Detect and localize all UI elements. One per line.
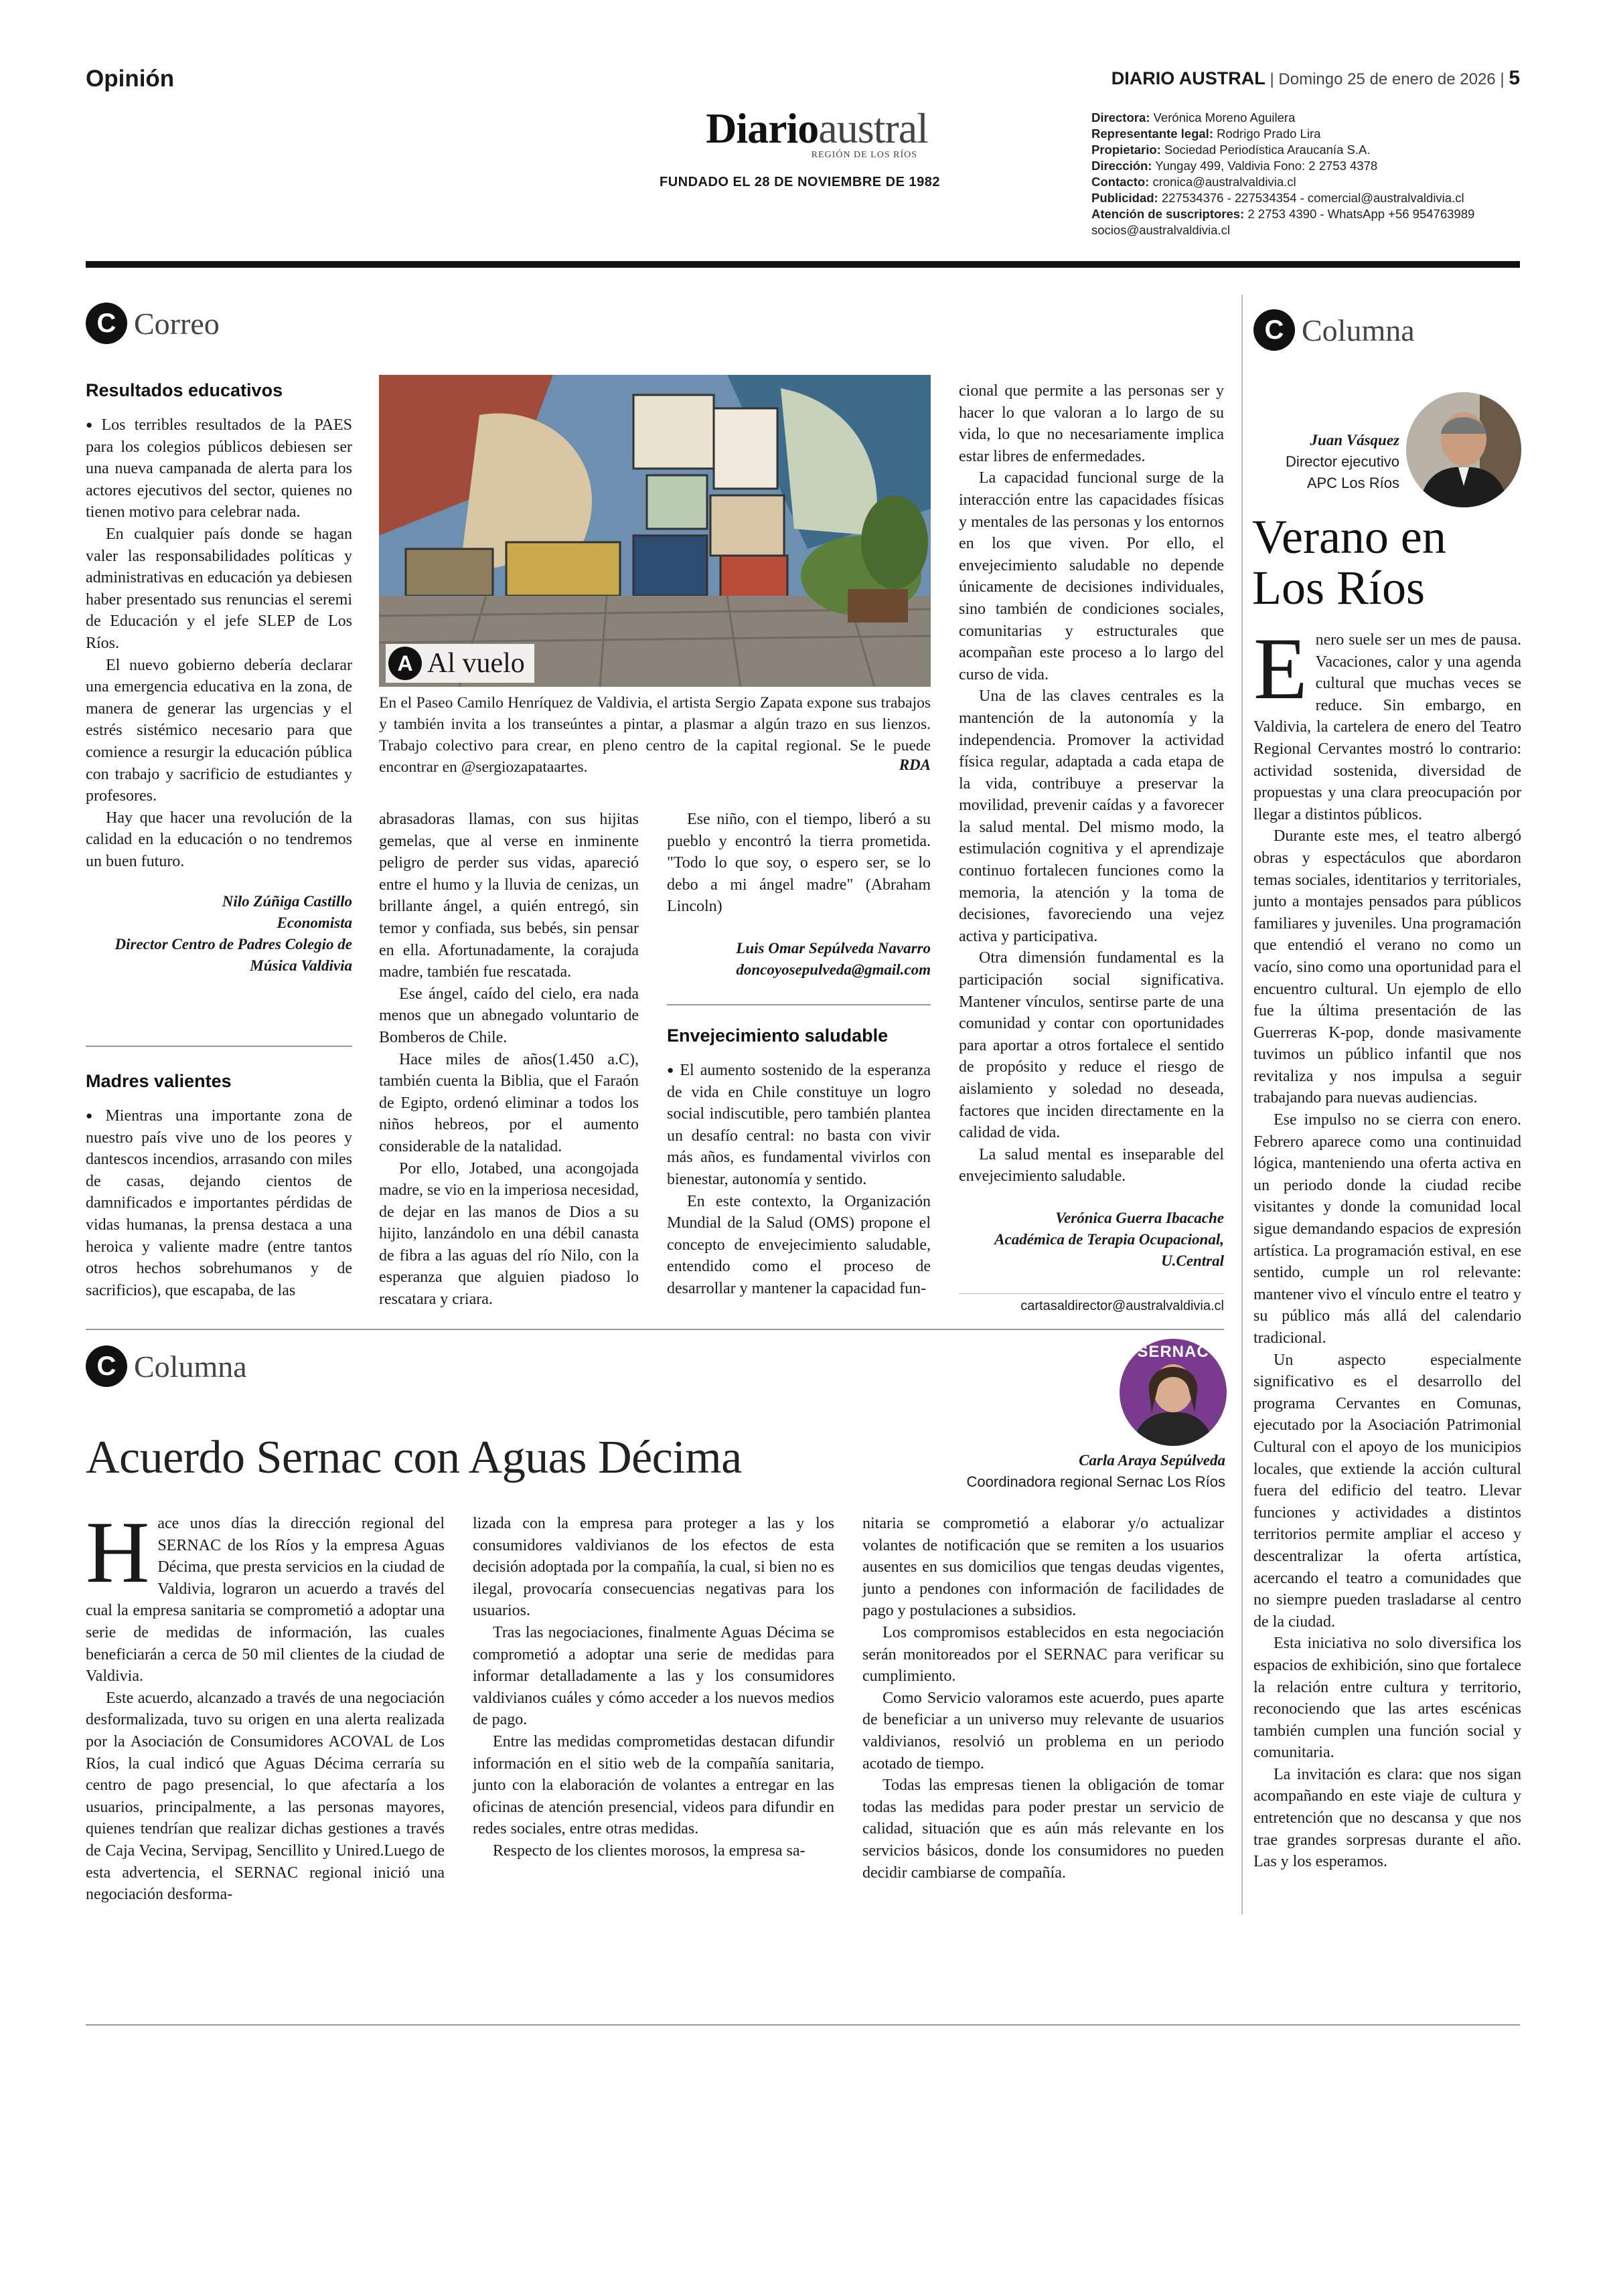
correo-icon: C — [86, 303, 127, 344]
photo-credit: RDA — [899, 756, 931, 773]
founded-line: FUNDADO EL 28 DE NOVIEMBRE DE 1982 — [660, 175, 940, 189]
columna-title: Columna — [134, 1349, 247, 1384]
photo-badge-icon: A — [388, 647, 422, 680]
column-paragraph: Tras las negociaciones, finalmente Aguas Décima se comprometió a adoptar una serie de medidas para informar detalladamente a las y los consumidores valdivianos cuáles y cómo acceder a los nuevos medios de pago. — [473, 1623, 834, 1729]
column-paragraph: Un aspecto especialmente significativo es el desarrollo del programa Cervantes en Comunas, ejecutado por la Asociación Patrimonial Cultural con el apoyo de los municipios locales, que extiende la acción cultural fuera del edificio del teatro. Llevar funciones y actividades a distintos territorios permite ampliar el acceso y descentralizar la oferta artística, acercando el teatro a comunidades que no siempre pueden trasladarse al centro de la ciudad. — [1253, 1351, 1521, 1631]
letter-paragraph: ● Los terribles resultados de la PAES para los colegios públicos debiesen ser una nueva campanada de alerta para los actores ejecutivos del sector, quienes no tienen motivo para celebrar nada. — [86, 414, 352, 523]
letter-signature — [667, 938, 931, 981]
letter-paragraph: Otra dimensión fundamental es la participación social significativa. Mantener vínculos, sentirse parte de una comunidad y contar con oportunidades para aportar a otros fortalece el sentido de propósito y reduce el riesgo de aislamiento y soledad no deseada, factores que inciden directamente en la calidad de vida. — [959, 949, 1224, 1142]
column-paragraph: Hace unos días la dirección regional del SERNAC de los Ríos y la empresa Aguas Décima, que presta servicios en la ciudad de Valdivia, lograron un acuerdo a través del cual la empresa sanitaria se comprometió a adoptar una serie de medidas de información, las cuales beneficiarán a cerca de 50 mil clientes de la ciudad de Valdivia. — [86, 1503, 445, 1686]
column-paragraph: nitaria se comprometió a elaborar y/o actualizar volantes de notificación que se remiten a los usuarios ausentes en sus domicilios que tengas deudas vigentes, junto a pendones con información de facilidades de pago y postulaciones a subsidios. — [862, 1515, 1224, 1620]
photo-caption — [379, 692, 931, 774]
letter-paragraph: Hay que hacer una revolución de la calidad en la educación o no tendremos un buen futuro. — [86, 809, 352, 870]
columnist-role: Director ejecutivo — [1286, 453, 1399, 470]
caption-text: En el Paseo Camilo Henríquez de Valdivia, el artista Sergio Zapata expone sus trabajos y también invita a los transeúntes a pintar, a plasmar a algún trazo en sus lienzos. Trabajo colectivo para crear, en pleno centro de la capital regional. Se le puede encontrar en @sergiozapataartes. — [379, 694, 931, 776]
author-name: Carla Araya Sepúlveda — [1079, 1452, 1225, 1469]
masthead-line: Contacto: cronica@australvaldivia.cl — [1091, 175, 1296, 189]
masthead-line: socios@australvaldivia.cl — [1091, 223, 1230, 237]
signature-name: Verónica Guerra Ibacache — [1055, 1209, 1224, 1226]
column-paragraph: Durante este mes, el teatro albergó obras y espectáculos que abordaron temas sociales, identitarios y territoriales, junto a montajes pensados para públicos familiares y juveniles. Una programación que entendió el verano no como un vacío, sino como una oportunidad para el encuentro cultural. Un ejemplo de ello fue la última presentación de las Guerreras K-pop, donde masivamente tuvimos un público infantil que nos revitaliza y nos impulsa a seguir trabajando para nuevas audiencias. — [1253, 827, 1521, 1107]
columna-headline — [1252, 511, 1446, 613]
column-separator — [1241, 295, 1243, 1914]
dropcap-letter: E — [1253, 619, 1308, 718]
header-rule — [86, 261, 1520, 268]
sernac-brand: SERNAC — [1137, 1343, 1209, 1361]
paper-name: DIARIO AUSTRAL — [1111, 68, 1266, 88]
signature-role: Economista — [277, 914, 352, 932]
sernac-byline — [924, 1450, 1225, 1493]
letter-paragraph: Hace miles de años(1.450 a.C), también cuenta la Biblia, que el Faraón de Egipto, ordenó eliminar a todos los niños hebreos, por el aumento considerable de la natalidad. — [379, 1050, 639, 1155]
letters-contact-email: cartasaldirector@australvaldivia.cl — [1020, 1299, 1224, 1313]
letter-paragraph: cional que permite a las personas ser y hacer lo que valoran a lo largo de su vida, lo que no necesariamente implica estar libres de enfermedades. — [959, 382, 1224, 465]
divider — [667, 1004, 931, 1005]
photo-label — [386, 644, 534, 683]
letter-madres — [86, 1071, 352, 1301]
photo-al-vuelo — [379, 375, 931, 687]
columna-bottom-header — [86, 1345, 247, 1387]
letter-paragraph: El nuevo gobierno debería declarar una emergencia educativa en la zona, de manera de generar las urgencias y el estrés sistémico necesario para que comience a resurgir la educación pública con trabajo y sacrificio de estudiantes y profesores. — [86, 656, 352, 805]
divider — [959, 1293, 1224, 1294]
letter-paragraph: Una de las claves centrales es la mantención de la autonomía y la independencia. Promover la actividad física regular, adaptada a cada etapa de la vida, contribuye a preservar la movilidad, prevenir caídas y a favorecer la salud mental. Del mismo modo, la estimulación cognitiva y el aprendizaje continuo fortalecen funciones como la memoria, la atención y la toma de decisiones, favoreciendo una vejez activa y participativa. — [959, 687, 1224, 945]
logo-main: Diario — [706, 104, 819, 152]
columna-icon: C — [1253, 309, 1295, 351]
masthead-line: Atención de suscriptores: 2 2753 4390 - WhatsApp +56 954763989 — [1091, 207, 1475, 221]
letter-paragraph: En cualquier país donde se hagan valer las responsabilidades políticas y administrativas en educación ya debiesen haber presentado sus renuncias el seremi de Educación y el jefe SLEP de Los Ríos. — [86, 525, 352, 652]
author-role: Coordinadora regional Sernac Los Ríos — [966, 1473, 1225, 1490]
letter-paragraph: Ese ángel, caído del cielo, era nada menos que un abnegado voluntario de Bomberos de Chile. — [379, 985, 639, 1046]
section-label: Opinión — [86, 66, 175, 92]
signature-name: Nilo Zúñiga Castillo — [222, 893, 352, 910]
letter-heading: Resultados educativos — [86, 380, 283, 400]
dropcap-letter: H — [86, 1503, 150, 1601]
columnist-name: Juan Vásquez — [1310, 432, 1399, 448]
letter-paragraph: La capacidad funcional surge de la interacción entre las capacidades físicas y mentales de las personas y los entornos en los que viven. Por ello, el envejecimiento saludable no depende únicamente de decisiones individuales, sino también de condiciones sociales, comunitarias y estructurales que acompañan este proceso a lo largo del curso de vida. — [959, 469, 1224, 683]
sernac-col-2 — [473, 1513, 834, 1862]
columnist-org: APC Los Ríos — [1306, 475, 1399, 491]
masthead-line: Representante legal: Rodrigo Prado Lira — [1091, 127, 1321, 141]
section-divider — [86, 1329, 1224, 1330]
columna-bottom-headline: Acuerdo Sernac con Aguas Décima — [86, 1432, 742, 1483]
headline-line-1: Verano en — [1252, 510, 1446, 564]
signature-role: Director Centro de Padres Colegio de — [114, 936, 352, 953]
masthead — [1091, 110, 1527, 238]
letter-paragraph: En este contexto, la Organización Mundial de la Salud (OMS) propone el concepto de envejecimiento saludable, entendido como el proceso de desarrollar y mantener la capacidad fun- — [667, 1192, 931, 1297]
column-paragraph: Entre las medidas comprometidas destacan difundir información en el sitio web de la compañía sanitaria, junto con la elaboración de volantes a entregar en las oficinas de atención presencial, videos para difundir en redes sociales, entre otras medidas. — [473, 1732, 834, 1838]
letter-heading: Madres valientes — [86, 1071, 232, 1091]
correo-header — [86, 303, 220, 344]
column-paragraph: Los compromisos establecidos en esta negociación serán monitoreados por el SERNAC para verificar su cumplimiento. — [862, 1623, 1224, 1686]
signature-email: doncoyosepulveda@gmail.com — [736, 961, 931, 978]
page-number: 5 — [1509, 67, 1520, 89]
column-paragraph: Enero suele ser un mes de pausa. Vacaciones, calor y una agenda cultural que muchas veces se reduce. Sin embargo, en Valdivia, la cartelera de enero del Teatro Regional Cervantes mostró lo contrario: actividad sostenida, diversidad de propuestas y una clara preocupación por llegar a distintos públicos. — [1253, 619, 1521, 823]
columna-right-header — [1253, 309, 1415, 351]
divider — [86, 1046, 352, 1047]
letter-heading: Envejecimiento saludable — [667, 1026, 889, 1046]
street-art-photo — [379, 375, 931, 687]
letter-paragraph: Ese niño, con el tiempo, liberó a su pueblo y encontró la tierra prometida. "Todo lo que soy, o espero ser, se lo debo a mi ángel madre" (Abraham Lincoln) — [667, 811, 931, 916]
letter-signature — [959, 1208, 1224, 1272]
photo-label-text: Al vuelo — [427, 648, 525, 679]
person-avatar — [1406, 392, 1521, 507]
letter-paragraph: La salud mental es inseparable del envejecimiento saludable. — [959, 1145, 1224, 1185]
letter-paragraph: abrasadoras llamas, con sus hijitas gemelas, que al verse en inminente peligro de perder sus vidas, apareció entre el humo y la lluvia de cenizas, un brillante ángel, a quién entregó, sin temor y confiada, sus bebés, sin pensar en ella. Afortunadamente, la corajuda madre, también fue rescatada. — [379, 811, 639, 981]
signature-role: Música Valdivia — [250, 957, 352, 975]
letter-madres-end — [667, 809, 931, 981]
letter-resultados — [86, 380, 352, 977]
columna-right-body — [1253, 619, 1521, 1873]
signature-name: Luis Omar Sepúlveda Navarro — [736, 939, 931, 957]
logo-subtitle: REGIÓN DE LOS RÍOS — [811, 150, 917, 160]
masthead-line: Dirección: Yungay 499, Valdivia Fono: 2 2753 4378 — [1091, 159, 1378, 173]
correo-title: Correo — [134, 306, 220, 341]
page-meta — [1112, 67, 1520, 90]
column-paragraph: Este acuerdo, alcanzado a través de una negociación desformalizada, tuvo su origen en una alerta realizada por la Asociación de Consumidores ACOVAL de Los Ríos, la cual indicó que Aguas Décima cerraría su centro de pago presencial, lo que afectaría a los usuarios, principalmente, a las personas mayores, quienes tendrían que realizar dichas gestiones a través de Caja Vecina, Servipag, Sencillito y Unired.Luego de esta advertencia, el SERNAC regional inició una negociación desforma- — [86, 1689, 445, 1904]
column-paragraph: Ese impulso no se cierra con enero. Febrero aparece como una continuidad lógica, manteniendo una oferta activa en un periodo donde la ciudad recibe visitantes y donde la comunidad local sigue demandando espacios de expresión artística. La programación estival, en ese sentido, cumple un rol relevante: mantener vivo el vínculo entre el teatro y su público más allá del calendario tradicional. — [1253, 1111, 1521, 1347]
columna-title: Columna — [1302, 313, 1415, 347]
columnist-byline — [1253, 430, 1399, 494]
sernac-col-1 — [86, 1503, 445, 1906]
sernac-author-photo — [1120, 1339, 1227, 1446]
letter-envejecimiento — [667, 1026, 931, 1300]
letter-madres-cont — [379, 809, 639, 1311]
sernac-col-3 — [862, 1513, 1224, 1884]
signature-role: Académica de Terapia Ocupacional, — [994, 1230, 1224, 1248]
letter-signature — [86, 891, 352, 977]
columnist-photo — [1406, 392, 1521, 507]
letter-envejecimiento-cont — [959, 380, 1224, 1272]
headline-line-2: Los Ríos — [1252, 561, 1426, 614]
logo-accent: austral — [818, 104, 928, 152]
masthead-line: Propietario: Sociedad Periodística Araucanía S.A. — [1091, 143, 1371, 157]
issue-date: | Domingo 25 de enero de 2026 | — [1270, 70, 1505, 88]
footer-rule — [86, 2024, 1520, 2026]
columna-icon: C — [86, 1345, 127, 1387]
letter-paragraph: ● Mientras una importante zona de nuestro país vive uno de los peores y dantescos incendios, arrasando con miles de casas, dejando cientos de damnificados e importantes pérdidas de vidas humanas, la prensa destaca a una heroica y valiente madre (entre tantos otros hechos sobrehumanos y de sacrificios), que escapaba, de las — [86, 1105, 352, 1301]
masthead-line: Directora: Verónica Moreno Aguilera — [1091, 110, 1296, 125]
column-paragraph: La invitación es clara: que nos sigan acompañando en este viaje de cultura y entretención que no descansa y que nos trae grandes sorpresas durante el año. Las y los esperamos. — [1253, 1765, 1521, 1871]
column-paragraph: Todas las empresas tienen la obligación de tomar todas las medidas para poder prestar un servicio de calidad, situación que es aún más relevante en los servicios básicos, donde los consumidores no pueden decidir cambiarse de compañía. — [862, 1777, 1224, 1882]
letter-paragraph: Por ello, Jotabed, una acongojada madre, se vio en la imperiosa necesidad, de dejar en las manos de Dios a su hijito, lanzándolo en una débil canasta de fibra a las aguas del río Nilo, con la esperanza que alguien piadoso lo rescatara y criara. — [379, 1159, 639, 1309]
masthead-line: Publicidad: 227534376 - 227534354 - comercial@australvaldivia.cl — [1091, 191, 1464, 205]
column-paragraph: Esta iniciativa no solo diversifica los espacios de exhibición, sino que fortalece la relación entre cultura y territorio, reconociendo que las artes escénicas también cumplen una función social y comunitaria. — [1253, 1635, 1521, 1762]
column-paragraph: Respecto de los clientes morosos, la empresa sa- — [493, 1841, 806, 1860]
column-paragraph: Como Servicio valoramos este acuerdo, pues aparte de beneficiar a un universo muy relevante de usuarios valdivianos, resolvió un problema en un periodo acotado de tiempo. — [862, 1689, 1224, 1773]
paper-logo — [676, 104, 958, 161]
letter-paragraph: ● El aumento sostenido de la esperanza de vida en Chile constituye un logro social indiscutible, pero también plantea un desafío central: no basta con vivir más años, es fundamental vivirlos con bienestar, autonomía y sentido. — [667, 1060, 931, 1191]
column-paragraph: lizada con la empresa para proteger a las y los consumidores valdivianos de los efectos de esta decisión adoptada por la compañía, la cual, si bien no es ilegal, provocaría consecuencias negativas para los usuarios. — [473, 1515, 834, 1620]
signature-role: U.Central — [1161, 1252, 1224, 1269]
